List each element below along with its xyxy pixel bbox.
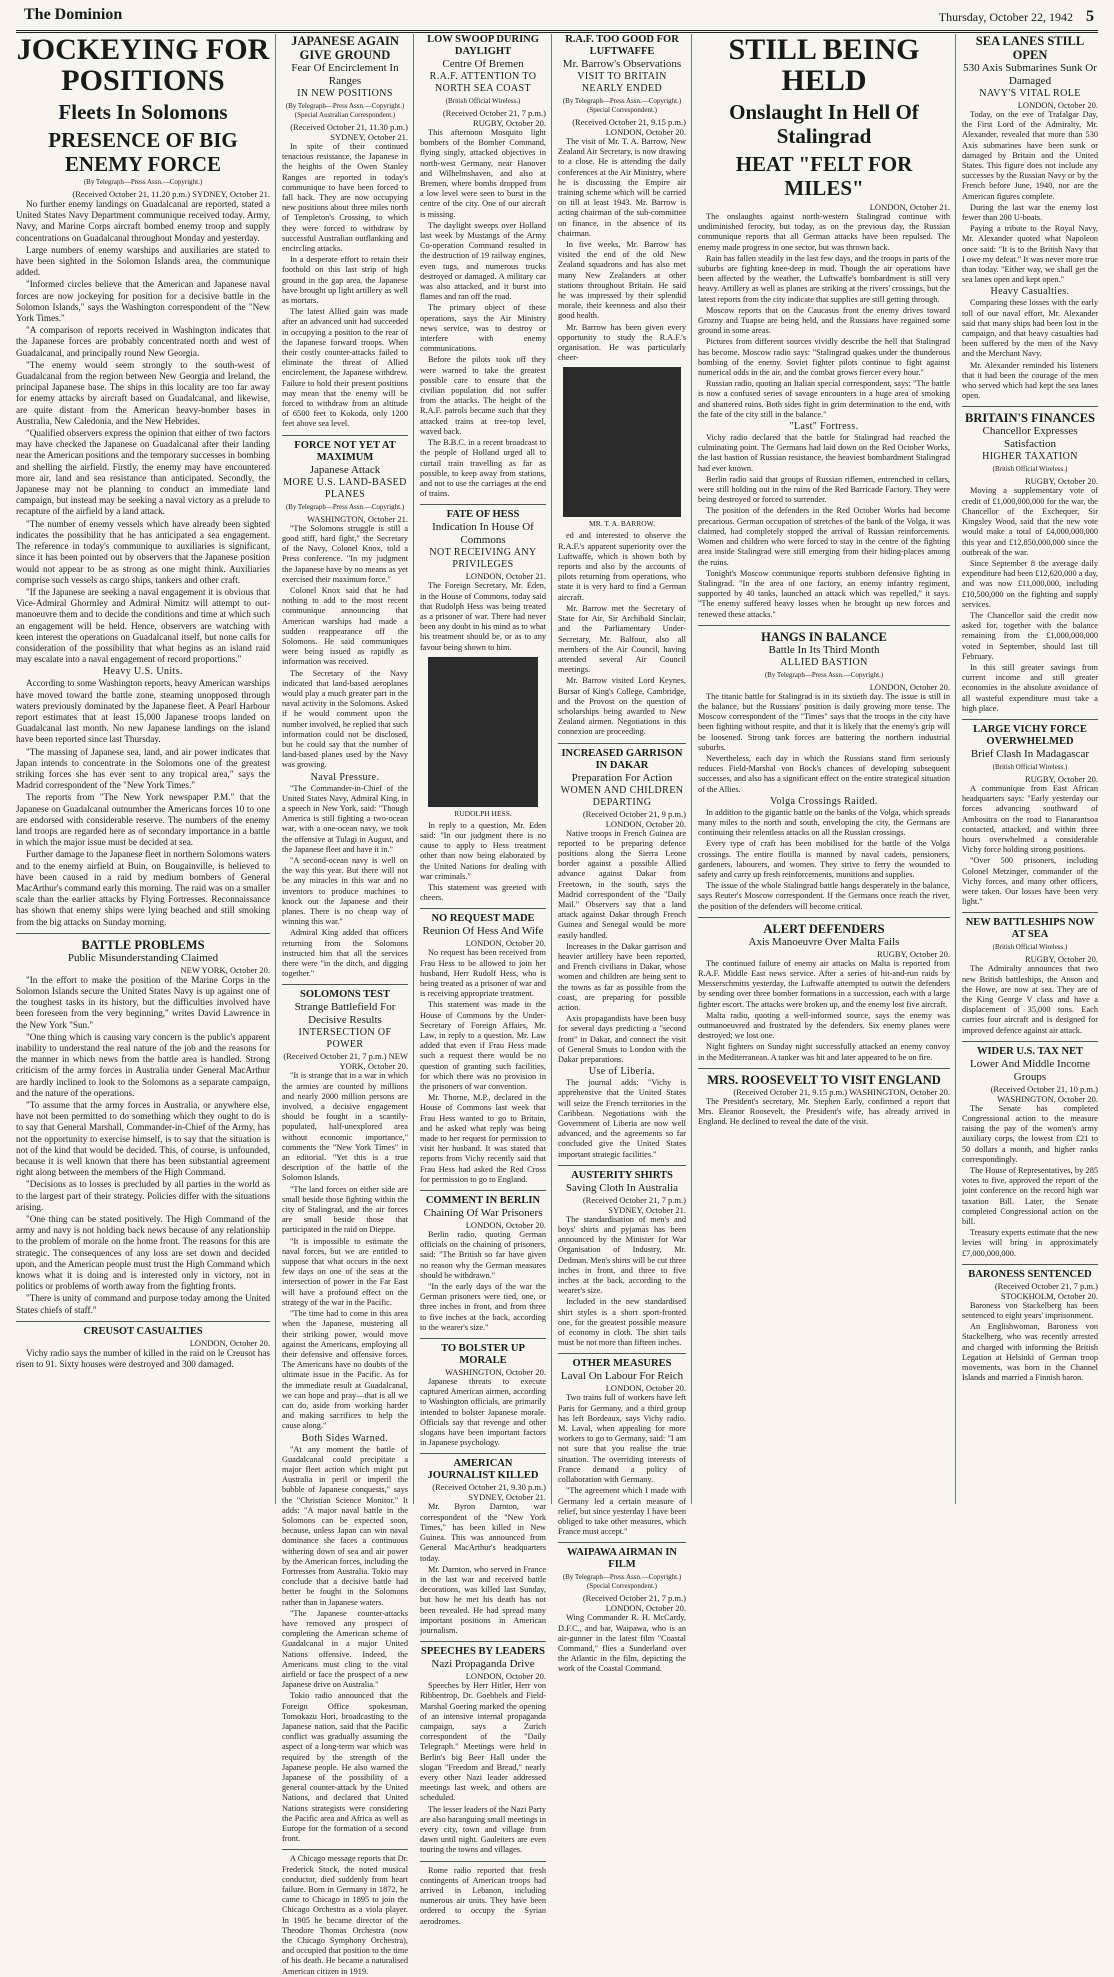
article-paragraph: Mr. Barrow met the Secretary of State for Air, Sir Archibald Sinclair, and the Parliamentary Under-Secretary, Mr. Balfour, also all members of the Air Council, having attended several Air Council meetings.	[558, 603, 686, 675]
article-subhead: Chaining Of War Prisoners	[423, 1207, 543, 1220]
headline: STILL BEING HELD	[728, 33, 920, 97]
article-paragraph: Mr. Alexander reminded his listeners that it had been the courage of the men who served which had kept the sea lanes open.	[962, 360, 1098, 401]
article-deck: MORE U.S. LAND-BASED PLANES	[283, 476, 407, 500]
article-paragraph: "Decisions as to losses is precluded by all parties in the world as to the largest part of their strategy. Policies differ with the situations arising.	[16, 1179, 270, 1212]
article-headline: WIDER U.S. TAX NET	[976, 1045, 1084, 1057]
article-paragraph: Treasury experts estimate that the new levies will bring in approximately £7,000,000,000.	[962, 1228, 1098, 1258]
article-headline: HANGS IN BALANCE	[761, 629, 887, 644]
article-paragraph: In addition to the gigantic battle on the banks of the Volga, which spreads many miles to the north and south, enveloping the city, the Germans are continuing their relentless attacks on all the Russian crossings.	[698, 807, 950, 838]
article-paragraph: In five weeks, Mr. Barrow has visited the end of the old New Zealand squadrons and has also met many New Zealanders at other stations throughout Britain. He said he was impressed by their splendid morale, their keenness and also their good health.	[558, 240, 686, 321]
article-deck: INTERSECTION OF POWER	[298, 1027, 392, 1051]
article-paragraph: Mr. Thorne, M.P., declared in the House of Commons last week that Frau Hess wanted to go to Britain, and he asked what reply was being made to her request for permission to visit her husband. It was stated that reports from Vichy recently said that Frau Hess had asked the Red Cross for permission to go to England.	[420, 1093, 546, 1184]
article-headline: SOLOMONS TEST	[300, 989, 390, 1001]
article-divider	[558, 1165, 686, 1166]
dateline: (Received October 21, 7 p.m.) NEW YORK, October 20.	[283, 1051, 408, 1072]
article-divider	[16, 1321, 270, 1322]
article-paragraph: "If the Japanese are seeking a naval engagement it is obvious that Vice-Admiral Ghormley and Admiral Nimitz will attempt to out-manoeuvre them and to decide the conditions and time at which such an engagement will be held. Hence, observers are watching with keen interest the operations on Guadalcanal itself, but none calls for consideration of the possibility that what begins as an island raid may escalate into a naval engagement of record proportions."	[16, 586, 270, 665]
article-paragraph: The daylight sweeps over Holland last week by Mustangs of the Army Co-operation Command resulted in the destruction of 19 railway engines, even tugs, and numerous trucks destroyed or damaged. A military car was also attacked, and it burst into flames and ran off the road.	[420, 220, 546, 302]
article-paragraph: "The Japanese counter-attacks have removed any prospect of completing the American scheme of Guadalcanal in a major United Nations offensive. Indeed, the Americans must cling to the vital airfield or face the prospect of a new Japanese drive on Australia."	[282, 1608, 408, 1690]
article-paragraph: In reply to a question, Mr. Eden said: "In our judgment there is no cause to apply to Hess treatment other than now being elaborated by the United Nations for dealing with war criminals."	[420, 820, 546, 881]
article-paragraph: The issue of the whole Stalingrad battle hangs desperately in the balance, says Reuter's Moscow correspondent. If the Germans once reach the river, the position of the defenders will become critical.	[698, 881, 950, 911]
credit-line: (British Official Wireless.)	[992, 465, 1068, 474]
article-paragraph: No request has been received from Frau Hess to be allowed to join her husband, Herr Rudolf Hess, who is being treated as a prisoner of war and is receiving appropriate treatment.	[420, 948, 546, 999]
article-paragraph: Berlin radio, quoting German officials on the chaining of prisoners, said: "The British so far have given no reason why the German measures should be withdrawn."	[420, 1230, 546, 1280]
dateline: (Received October 21, 7 p.m.) RUGBY, October 20.	[442, 108, 546, 128]
article-paragraph: Nevertheless, each day in which the Russians stand firm seriously reduces Field-Marshal von Bock's chances of developing subsequent successes, and also has a significant effect on the entire strategical situation of the Allies.	[698, 753, 950, 794]
article-paragraph: Tonight's Moscow communique reports stubborn defensive fighting in Stalingrad. "In the area of one factory, an enemy infantry regiment, supported by 40 tanks, launched an attack which was repelled," it says. "The enemy suffered heavy losses when he brought up new forces and renewed these attacks."	[698, 568, 950, 619]
article-paragraph: Large numbers of enemy warships and auxiliaries are stated to have been sighted in the Solomon Islands area, the communique added.	[16, 244, 270, 278]
page-number: 5	[1086, 8, 1094, 25]
article-paragraph: The B.B.C. in a recent broadcast to the people of Holland urged all to curtail train travelling as far as possible, to keep away from stations, and not to use the carriages at the end of trains.	[420, 438, 546, 499]
article-divider	[282, 984, 408, 985]
article-divider	[282, 435, 408, 436]
photo-caption: MR. T. A. BARROW.	[589, 519, 655, 529]
article-headline: OTHER MEASURES	[572, 1358, 672, 1370]
article-divider	[558, 743, 686, 744]
article-paragraph: The primary object of these operations, says the Air Ministry news service, was to destroy or interfere with enemy communications.	[420, 303, 546, 354]
article-deck: Volga Crossings Raided.	[770, 795, 878, 807]
article-headline: WAIPAWA AIRMAN IN FILM	[566, 1547, 678, 1571]
portrait-photo	[563, 367, 681, 517]
dateline: RUGBY, October 20.	[1024, 954, 1098, 965]
article-paragraph: This statement was greeted with cheers.	[420, 882, 546, 903]
article-headline: R.A.F. TOO GOOD FOR LUFTWAFFE	[565, 34, 679, 57]
credit-line: (British Official Wireless.)	[992, 762, 1068, 771]
dateline: (Received October 21, 7 p.m.) STOCKHOLM, October 20.	[994, 1280, 1098, 1301]
article-paragraph: Vichy radio says the number of killed in the raid on le Creusot has risen to 91. Sixty houses were destroyed and 300 damaged.	[16, 1347, 270, 1370]
article-deck: IN NEW POSITIONS	[297, 88, 393, 99]
article-paragraph: Admiral King added that officers returning from the Solomons instructed him that all the services there were "in the ditch, and digging together."	[282, 928, 408, 979]
article-paragraph: "The Solomons struggle is still a good stiff, hard fight," the Secretary of the Navy, Colonel Knox, told a Press conference. "In my judgment the Japanese have by no means as yet exercised their maximum force."	[282, 523, 408, 584]
article-paragraph: "Over 500 prisoners, including Colonel Metzinger, commander of the Vichy forces, and many other officers, were taken. Our losses have been very light."	[962, 856, 1098, 907]
article-paragraph: Paying a tribute to the Royal Navy, Mr. Alexander quoted what Napoleon once said: "It is to the British Navy that I owe my defeat." It was never more true than today. "Either way, we shall get the sea lanes open and kept open."	[962, 224, 1098, 285]
article-headline: TO BOLSTER UP MORALE	[441, 1343, 525, 1367]
article-divider	[420, 1861, 546, 1862]
article-paragraph: Colonel Knox said that he had nothing to add to the most recent communique announcing that American warships had made a sudden reappearance off the Solomons. He said communiques were being issued as rapidly as information was received.	[282, 585, 408, 667]
credit-line: (British Official Wireless.)	[445, 97, 521, 105]
article-subhead: Centre Of Bremen	[442, 58, 524, 70]
article-paragraph: The standardisation of men's and boys' shirts and pyjamas has been announced by the Minister for War Organisation of Industry, Mr. Dedman. Men's shirts will be cut three inches in front, and three to five inches at the back, according to the wearer's size.	[558, 1214, 686, 1296]
article-paragraph: Tokio radio announced that the Foreign Office spokesman, Tomokazu Hori, broadcasting to the Japanese nation, said that the Pacific conflict was gradually assuming the aspect of a long-term war which was required by the strength of the Japanese people. He also warned the Japanese of the possibility of a general counter-attack by the United Nations, and declared that United Nations strategists were considering the Pacific area and Africa as well as Europe for the formation of a second front.	[282, 1691, 408, 1844]
article-paragraph: The Admiralty announces that two new British battleships, the Anson and the Howe, are now at sea. They are of the King George V class and have a displacement of 35,000 tons. Each carries four aircraft and is designed for improved defence against air attack.	[962, 964, 1098, 1035]
article-paragraph: An Englishwoman, Baroness von Stackelberg, who was recently arrested and charged with informing the British Legation at Helsinki of German troop movements, was born in the Channel Islands and married a Finnish baron.	[962, 1322, 1098, 1383]
article-paragraph: The Chancellor said the credit now asked for, together with the balance remaining from the £1,000,000,000 voted in September, should last till February.	[962, 610, 1098, 661]
article-paragraph: Moving a supplementary vote of credit of £1,000,000,000 for the war, the Chancellor of the Exchequer, Sir Kingsley Wood, said that the new vote would make a total of £4,000,000,000 this year and £12,850,000,000 since the outbreak of the war.	[962, 486, 1098, 557]
article-divider	[962, 1264, 1098, 1265]
article-headline: CREUSOT CASUALTIES	[83, 1325, 203, 1337]
article-paragraph: Increases in the Dakar garrison and heavier artillery have been reported, and French civilians in Dakar, whose women and children are being sent to the towns as far as possible from the coast, are preparing for possible action.	[558, 941, 686, 1012]
article-subhead: Nazi Propaganda Drive	[431, 1658, 535, 1671]
article-paragraph: In a desperate effort to retain their foothold on this last strip of high ground in the gap area, the Japanese have brought up light artillery as well as mortars.	[282, 255, 408, 306]
column-2	[282, 34, 414, 1976]
article-paragraph: "One thing can be stated positively. The High Command of the army and navy is not holding back news because of any relationship to the problem of morale on the home front. The reasons for this are strategic. The consequences of any loss are set down and decided upon, and the American people must trust the High Command which knows what it is doing and is interested only in victory, not in politics or problems of worth away from the fighting fronts.	[16, 1214, 270, 1292]
article-paragraph: "Qualified observers express the opinion that either of two factors may have checked the Japanese on Guadalcanal after their landing near the American positions and the temporary successes in bombing and shelling the airfield. Firstly, the enemy may have encountered more air, land and sea resistance than anticipated. Secondly, the Japanese may not be planning to conduct an immediate land campaign, but instead may be seeking a naval victory as a prelude to recapture of the airfield by a land attack.	[16, 428, 270, 517]
article-paragraph: "The Commander-in-Chief of the United States Navy, Admiral King, in a speech in New York, said: "Though America is still fighting a two-ocean war, with a one-ocean navy, we took the offensive at Tulagi in August, and the Japanese fleet and have it in."	[282, 783, 408, 854]
article-subhead: 530 Axis Submarines Sunk Or Damaged	[963, 62, 1097, 87]
article-subhead: Saving Cloth In Australia	[565, 1181, 679, 1194]
article-paragraph: This afternoon Mosquito light bombers of the Bomber Command, flying singly, attacked objectives in north-west Germany, near Hanover and Wilhelmshaven, and also at Bremen, where bombs dropped from a low level were seen to burst in the centre of the city. One of our aircraft is missing.	[420, 128, 546, 219]
article-paragraph: Russian radio, quoting an Italian special correspondent, says: "The battle is now a confused series of savage encounters in a huge area of smoking and shattered ruins. Both sides fight in grim determination to the end, with the fate of the city still in the balance."	[698, 379, 950, 419]
article-paragraph: Berlin radio said that groups of Russian riflemen, entrenched in cellars, were still holding out in the ruins of the Red Barricade Factory. They were being destroyed or forced to surrender.	[698, 474, 950, 505]
article-paragraph: According to some Washington reports, heavy American warships have moved toward the battle zone, steaming unopposed through waters previously dominated by the Japanese fleet. A Pearl Harbour report estimates that at least 15,000 Japanese troops landed on Guadalcanal last month. No new Japanese landings on the island have been reported since last Thursday.	[16, 678, 270, 745]
article-paragraph: Comparing these losses with the early toll of our naval effort, Mr. Alexander said that many ships had been lost in the campaign, and that heavy casualties had been suffered by the men of the Navy and the Merchant Navy.	[962, 298, 1098, 359]
article-divider	[558, 1542, 686, 1543]
article-headline: SEA LANES STILL OPEN	[975, 34, 1085, 62]
portrait-photo	[428, 657, 538, 807]
article-subhead: Battle In Its Third Month	[768, 643, 880, 656]
credit-line: (By Telegraph—Press Assn.—Copyright.) (Special Australian Correspondent.)	[285, 102, 405, 119]
credit-line: (By Telegraph—Press Assn.—Copyright.)	[764, 670, 884, 679]
article-subhead: Fear Of Encirclement In Ranges	[291, 62, 399, 87]
article-paragraph: In this still greater savings from current income and still greater economies in the absolute avoidance of all wasteful expenditure must take a high place.	[962, 662, 1098, 713]
article-paragraph: The lesser leaders of the Nazi Party are also haranguing small meetings in every city, town and village from dawn until night. Gauleiters are even touring the towns and villages.	[420, 1804, 546, 1855]
dateline: LONDON, October 20.	[189, 1337, 270, 1348]
article-paragraph: "It is strange that in a war in which the armies are counted by millions and nearly 2000 million persons are involved, a decisive engagement should be fought in a scantily-populated, half-unexplored area without economic importance," comments the "New York Times" in an editorial. "Yet this is a true description of the battle of the Solomon Islands.	[282, 1071, 408, 1183]
article-subhead: Strange Battlefield For Decisive Results	[294, 1001, 396, 1027]
article-subhead: Laval On Labour For Reich	[560, 1370, 684, 1383]
article-deck: VISIT TO BRITAIN NEARLY ENDED	[577, 71, 667, 94]
article-subhead: Japanese Attack	[309, 463, 381, 476]
dateline: RUGBY, October 20.	[876, 948, 950, 959]
article-headline: COMMENT IN BERLIN	[425, 1195, 541, 1207]
article-deck: NOT RECEIVING ANY PRIVILEGES	[429, 547, 537, 571]
article-deck: R.A.F. ATTENTION TO NORTH SEA COAST	[429, 71, 537, 94]
article-deck: WOMEN AND CHILDREN DEPARTING	[560, 784, 684, 808]
article-paragraph: The visit of Mr. T. A. Barrow, New Zealand Air Secretary, is now drawing to a close. He is attending the daily conferences at the Air Ministry, where he is discussing the Empire air training scheme which will be carried on till at least 1943. Mr. Barrow is acting chairman of the sub-committee on finance, in the absence of its chairman.	[558, 137, 686, 238]
article-divider	[962, 1041, 1098, 1042]
dateline: LONDON, October 20.	[605, 1383, 686, 1394]
article-headline: ALERT DEFENDERS	[763, 921, 885, 936]
article-divider	[962, 912, 1098, 913]
article-subhead: Indication In House Of Commons	[432, 521, 534, 547]
article-paragraph: The journal adds: "Vichy is apprehensive that the United States will seize the French territories in the Caribbean. Negotiations with the Government of Liberia are now well advanced, and the agreements so far concluded give the United States important strategic facilities."	[558, 1078, 686, 1159]
article-subhead: Reunion Of Hess And Wife	[422, 925, 544, 938]
column-6	[698, 34, 956, 1504]
column-1	[16, 34, 276, 1504]
article-deck: Naval Pressure.	[310, 771, 380, 783]
article-divider	[420, 504, 546, 505]
credit-line: (British Official Wireless.)	[992, 943, 1068, 952]
article-divider	[420, 1338, 546, 1339]
article-deck: Use of Liberia.	[588, 1066, 656, 1078]
article-headline: BRITAIN'S FINANCES	[964, 411, 1095, 426]
headline: JOCKEYING FOR POSITIONS	[16, 33, 270, 97]
subheadline: PRESENCE OF BIG ENEMY FORCE	[48, 128, 238, 176]
article-headline: SPEECHES BY LEADERS	[421, 1646, 545, 1658]
article-deck: "Last" Fortress.	[789, 421, 859, 433]
article-headline: FATE OF HESS	[446, 509, 520, 521]
dateline: NEW YORK, October 20.	[180, 964, 270, 975]
article-paragraph: Mr. Barrow visited Lord Keynes, Bursar of King's College, Cambridge, and the Provost on the question of scholarships being awarded to New Zealand airmen. Negotiations in this connexion are proceeding.	[558, 676, 686, 737]
article-headline: JAPANESE AGAIN GIVE GROUND	[291, 34, 399, 62]
article-paragraph: Axis propagandists have been busy for several days predicting a "second front" in Dakar, and connect the visit of General Smuts to London with the Dakar preparations.	[558, 1014, 686, 1064]
article-paragraph: "A second-ocean navy is well on the way this year. But there will not be any miracles in this war and no inventors to produce machines to knock out the Japanese and their planes. There is no cheap way of winning this war."	[282, 855, 408, 927]
article-deck: ALLIED BASTION	[780, 656, 868, 668]
article-headline: AMERICAN JOURNALIST KILLED	[427, 1458, 539, 1482]
article-paragraph: Rome radio reported that fresh contingents of American troops had arrived in Lebanon, including numerous air units. They have been ordered to occupy the Syrian aerodromes.	[420, 1865, 546, 1926]
article-paragraph: "To assume that the army forces in Australia, or anywhere else, have not been permitted to do something which they ought to do is to say that General Marshall, Commander-in-Chief of the Army, has not the opportunity to exercise himself, is to say that the situation is not of the kind that would be decided. This, of course, is unfounded, because it is well known that there has been substantial agreement right along between the members of the High Command.	[16, 1100, 270, 1178]
dateline: (Received October 21, 11.30 p.m.) SYDNEY, October 21.	[290, 122, 408, 142]
article-headline: BARONESS SENTENCED	[968, 1268, 1092, 1280]
article-paragraph: The position of the defenders in the Red October Works had become precarious. German occupation of stretches of the bank of the Volga, it was claimed, had completely stopped the arrival of Russian reinforcements. Women and children who were forced to stay in the centre of the fighting area inside Stalingrad were still emerging from their hiding-places among the ruins.	[698, 506, 950, 567]
article-paragraph: Since September 8 the average daily expenditure had been £12,620,000 a day, and was now £11,000,000, including £10,500,000 on the fighting and supply services.	[962, 558, 1098, 609]
article-paragraph: Mr. Darnton, who served in France in the last war and received battle decorations, was killed last Sunday, but how he met his death has not been revealed. He had spread many important positions in American journalism.	[420, 1564, 546, 1635]
masthead	[16, 4, 1098, 33]
article-paragraph: A communique from East African headquarters says: "Early yesterday our forces advancing southward of Ambositra on the road to Fianarantsoa contacted, attacked, and within three hours overwhelmed a considerable Vichy force holding strong positions.	[962, 783, 1098, 855]
dateline: (Received October 21, 9.15 p.m.) LONDON, October 20.	[572, 117, 686, 137]
dateline: LONDON, October 20.	[1017, 100, 1098, 110]
masthead-date-page	[939, 8, 1094, 26]
dateline: WASHINGTON, October 21.	[307, 513, 408, 524]
article-paragraph: The Secretary of the Navy indicated that land-based aeroplanes would play a much greater part in the naval activity in the Solomons. Asked if he would comment upon the number involved, he replied that such information could not be disclosed, but he could say that the number of land-based planes used by the Navy was growing.	[282, 668, 408, 770]
article-paragraph: Two trains full of workers have left Paris for Germany, and a third group has left Bordeaux, says Vichy radio. M. Laval, when appealing for more workers to go to Germany, said: "I am not sure that you realise the true situation. The overriding interests of France demand a policy of collaboration with Germany.	[558, 1393, 686, 1485]
article-paragraph: "At any moment the battle of Guadalcanal could precipitate a major fleet action which might put Australia in peril or imperil the bubble of Japanese conquests," says the "Christian Science Monitor." It adds: "A major naval battle in the Solomons can be expected soon, because, unless Japan can win naval dominance she faces a continuous withering down of sea and air power by the American forces, including the Fortresses from Australia. Tokio may conclude that a decisive battle had better be fought in the Solomons rather than in Japanese waters.	[282, 1444, 408, 1607]
article-paragraph: "The land forces on either side are small beside those fighting within the city of Stalingrad, and the air forces are small beside those that participated in the raid on Dieppe.	[282, 1184, 408, 1235]
article-divider	[558, 1353, 686, 1354]
article-paragraph: "The enemy would seem strongly to the south-west of Guadalcanal from the region between New Georgia and Ireland, the principal Japanese base. The ships in this locality are too far away for enemy attacks by aircraft based on Guadalcanal, and likewise, are quite distant from the American heavy-bomber bases in Australia, New Caledonia, and the New Hebrides.	[16, 359, 270, 426]
credit-line: (By Telegraph—Press Assn.—Copyright.)	[285, 502, 405, 511]
article-paragraph: Moscow reports that on the Caucasus front the enemy drives toward Grozny and Tuapse are being held, and the Russians have regained some ground in some areas.	[698, 305, 950, 336]
article-subhead: Mr. Barrow's Observations	[562, 58, 682, 70]
article-paragraph: The President's secretary, Mr. Stephen Early, confirmed a report that Mrs. Eleanor Roosevelt, the President's wife, has already arrived in England. He declined to reveal the date of the visit.	[698, 1096, 950, 1127]
article-divider	[962, 406, 1098, 407]
credit-line: (By Telegraph—Press Assn.—Copyright.) (Special Correspondent.)	[562, 1573, 682, 1591]
article-headline: NEW BATTLESHIPS NOW AT SEA	[965, 917, 1095, 941]
article-headline: AUSTERITY SHIRTS	[571, 1169, 673, 1181]
article-paragraph: This statement was made in the House of Commons by the Under-Secretary of Foreign Affairs, Mr. Law, in reply to a question. Mr. Law added that even if Frau Hess made such a request there would be no question of granting such facilities, for which there was no provision in the prisoners of war convention.	[420, 1000, 546, 1091]
article-paragraph: Night fighters on Sunday night successfully attacked an enemy convoy in the Mediterranean. A tanker was hit and later appeared to be on fire.	[698, 1042, 950, 1062]
dateline: LONDON, October 20.	[465, 1671, 546, 1682]
article-paragraph: Mr. Barrow has been given every opportunity to study the R.A.F.'s organisation. He was particularly cheer-	[558, 322, 686, 363]
article-paragraph: "The agreement which I made with Germany led a certain measure of relief, but since yesterday I have been obliged to take other measures, which France must accept."	[558, 1486, 686, 1537]
article-paragraph: In spite of their continued tenacious resistance, the Japanese in the heights of the Owen Stanley Ranges are reported in today's communique to have been forced to fall back. They are now occupying new positions about three miles north of Templeton's Crossing, to which they were forced to withdraw by successful Australian outflanking and encircling attacks.	[282, 142, 408, 254]
article-headline: LARGE VICHY FORCE OVERWHELMED	[973, 723, 1087, 747]
dateline: (Received October 21, 7 p.m.) LONDON, October 20.	[582, 1593, 686, 1614]
article-headline: FORCE NOT YET AT MAXIMUM	[294, 439, 396, 463]
dateline: RUGBY, October 20.	[1024, 476, 1098, 487]
article-headline: MRS. ROOSEVELT TO VISIT ENGLAND	[707, 1072, 941, 1087]
article-paragraph: The titanic battle for Stalingrad is in its sixtieth day. The issue is still in the balance, but the Russians' position is daily growing more tense. The Moscow correspondent of the "Times" says that the troops in the city have been fighting without respite, and that it is likely that the enemy's grip will be loosened. Strong tank forces are battering the northern industrial suburbs.	[698, 691, 950, 752]
article-divider	[16, 933, 270, 934]
article-paragraph: "One thing which is causing vary concern is the public's apparent inability to understand the real nature of the job and the reasons for the manner in which news from the battle area is handled. Strong criticism of the army forces in Australia under General MacArthur are hardly inclined to look to the Solomons as a separate campaign, and the nature of the operations.	[16, 1031, 270, 1098]
article-paragraph: The onslaughts against north-western Stalingrad continue with undiminished ferocity, but today, as on the previous day, the Russian communique reports that all German attacks have been repulsed. The enemy made progress in one sector, but was thrown back.	[698, 212, 950, 252]
article-divider	[420, 1190, 546, 1191]
article-paragraph: Native troops in French Guinea are reported to be preparing defence positions along the Sierra Leone border against a possible Allied advance against Dakar from Freetown, in the south, says the Madrid correspondent of the "Daily Mail." Observers say that a land attack against Dakar through French Guinea and Senegal would be more easily handled.	[558, 828, 686, 940]
article-deck: Heavy Casualties.	[990, 286, 1070, 298]
article-paragraph: Mr. Byron Darnton, war correspondent of the "New York Times," has been killed in New Guinea. This was announced from General MacArthur's headquarters today.	[420, 1502, 546, 1563]
article-paragraph: "In the effort to make the position of the Marine Corps in the Solomon Islands secure the United States Navy is up against one of the toughest tasks in its history, but the difficulties involved have been foreseen from the very beginning," writes David Lawrence in the New York "Sun."	[16, 974, 270, 1030]
article-paragraph: "In the early days of the war the German prisoners were tied, one, or three inches in front, and from three to five inches at the back, according to the wearer's size."	[420, 1282, 546, 1332]
subheadline: Onslaught In Hell Of Stalingrad	[729, 100, 919, 148]
article-subhead: Brief Clash In Madagascar	[970, 747, 1090, 760]
article-paragraph: Speeches by Herr Hitler, Herr von Ribbentrop, Dr. Goebbels and Field-Marshal Goering marked the opening of an intensive internal propaganda campaign, says a Zurich correspondent of the "Daily Telegraph." Meetings were held in Berlin's big Beer Hall under the slogan "Freedom and Bread," nearly every other Nazi leader addressed meetings last week, and others are scheduled.	[420, 1681, 546, 1803]
article-paragraph: Before the pilots took off they were warned to take the greatest possible care to ensure that the civilian population did not suffer from the attacks. The height of the R.A.F. patrols became such that they attacked trains at tree-top level, waved back.	[420, 355, 546, 436]
article-paragraph: The Senate has completed Congressional action to the measure raising the pay of the women's army auxiliary corps, the lowest from £21 to 50 dollars a month, and higher ranks correspondingly.	[962, 1103, 1098, 1164]
article-paragraph: Malta radio, quoting a well-informed source, says the enemy was outmanoeuvred and frustrated by the defenders. Six enemy planes were destroyed; we lost one.	[698, 1010, 950, 1041]
dateline: LONDON, October 21.	[869, 202, 950, 212]
article-paragraph: The latest Allied gain was made after an advanced unit had succeeded in occupying a position to the rear of the Japanese forward troops. When their costly counter-attacks failed to eliminate the threat of Allied encirclement, the Japanese withdrew. Failure to hold their present positions may mean that the enemy will be forced to withdraw from an altitude of 6500 feet to Kokoda, only 1200 feet above sea level.	[282, 307, 408, 429]
article-paragraph: The reports from "The New York newspaper P.M." that the Japanese on Guadalcanal outnumber the Americans forces 10 to one are endorsed with considerable reserve. The numbers of the enemy land troops are regarded here as of secondary importance in a battle in which the major issue must be decided at sea.	[16, 792, 270, 848]
article-paragraph: The continued failure of enemy air attacks on Malta is reported from R.A.F. Middle East news service. After a series of hit-and-run raids by Messerschmitts yesterday, the Luftwaffe attempted to outwit the defenders by sending over three bomber formations in a succession, each with a large fighter escort. The attacks were broken up, and the enemy lost five aircraft.	[698, 958, 950, 1009]
article-subhead: Lower And Middle Income Groups	[969, 1057, 1091, 1083]
article-divider	[420, 1453, 546, 1454]
dateline: WASHINGTON, October 20.	[445, 1367, 546, 1378]
article-divider	[698, 625, 950, 626]
masthead-date: Thursday, October 22, 1942	[938, 10, 1073, 24]
dateline: LONDON, October 20.	[869, 681, 950, 692]
photo-caption: RUDOLPH HESS.	[454, 808, 512, 818]
article-paragraph: During the last war the enemy lost fewer than 200 U-boats.	[962, 202, 1098, 223]
subheadline: HEAT "FELT FOR MILES"	[735, 152, 913, 200]
article-deck: Heavy U.S. Units.	[103, 666, 183, 678]
article-paragraph: Every type of craft has been mobilised for the battle of the Volga crossings. The entire flotilla is manned by naval cadets, pensioners, gardeners, labourers, and women. They strive to ferry the wounded to safety and carry up fresh reinforcements, munitions and supplies.	[698, 839, 950, 879]
article-paragraph: "There is unity of command and purpose today among the United States chiefs of staff."	[16, 1293, 270, 1315]
article-paragraph: "The number of enemy vessels which have already been sighted indicates the possibility that he has anticipated a sea engagement. The reference in today's communique to auxiliaries is significant, since it has been pointed out by observers that the Japanese position would not appear to be as strong as one might think. Auxiliaries comprise such vessels as cargo ships, tankers and other craft.	[16, 518, 270, 585]
article-paragraph: "The time had to come in this area when the Japanese, mustering all their striking power, would move against the Americans, employing all their defensive and offensive forces. The Americans have no doubts of the ultimate issue in the Pacific. As for the immediate result at Guadalcanal, we can hope and pray—that is all we can do, aside from working harder and making sacrifices to help the cause along."	[282, 1309, 408, 1431]
article-paragraph: "Informed circles believe that the American and Japanese naval forces are now jockeying for position for a decisive battle in the Solomon Islands," says the Washington correspondent of the "New York Times."	[16, 279, 270, 324]
article-headline: LOW SWOOP DURING DAYLIGHT	[427, 34, 539, 57]
column-7	[962, 34, 1098, 1504]
credit-line: (By Telegraph—Press Assn.—Copyright.)	[83, 178, 203, 186]
dateline: (Received October 21, 11.20 p.m.) SYDNEY, October 21.	[72, 189, 270, 199]
article-subhead: Public Misunderstanding Claimed	[67, 951, 219, 964]
article-divider	[420, 1641, 546, 1642]
dateline: (Received October 21, 9.15 p.m.) WASHINGTON, October 20.	[733, 1086, 950, 1097]
article-deck: NAVY'S VITAL ROLE	[979, 88, 1081, 99]
article-subhead: Axis Manoeuvre Over Malta Fails	[748, 935, 900, 948]
article-paragraph: The House of Representatives, by 285 votes to five, approved the report of the joint conference on the record high war taxation Bill. Later, the Senate completed Congressional action on the bill.	[962, 1166, 1098, 1227]
article-deck: HIGHER TAXATION	[982, 451, 1078, 463]
article-divider	[698, 917, 950, 918]
article-paragraph: Japanese threats to execute captured American airmen, according to Washington officials, are primarily intended to bolster Japanese morale. Officials say that revenge and other slogans have been important factors in Japanese psychology.	[420, 1377, 546, 1448]
article-paragraph: "The massing of Japanese sea, land, and air power indicates that Japan intends to concentrate in the Solomons one of the greatest striking forces she has ever sent to any tropical area," says the Madrid correspondent of the "New York Times."	[16, 746, 270, 791]
article-paragraph: Included in the new standardised shirt styles is a short sport-fronted one, for the greatest possible measure of economy in cloth. The shirt tails must be not more than fifteen inches.	[558, 1297, 686, 1348]
dateline: (Received October 21, 9 p.m.) LONDON, October 20.	[582, 808, 686, 829]
article-divider	[420, 908, 546, 909]
article-paragraph: Pictures from different sources vividly describe the hell that Stalingrad has become. Moscow radio says: "Stalingrad quakes under the thunderous bombing of the enemy. Soviet fighter pilots continue to fight against numerical odds in the air, and the combat grows fiercer every hour."	[698, 337, 950, 378]
article-paragraph: "It is impossible to estimate the naval forces, but we are entitled to suppose that what occurs in the next few days on one of the seas at the intersection of power in the Far East will have a profound effect on the strategy of the war in the Pacific.	[282, 1236, 408, 1307]
article-paragraph: Vichy radio declared that the battle for Stalingrad had reached the culminating point. The Germans had laid down on the Red October Works, the last bastion of Russian resistance, the heaviest bombardment Stalingrad had ever known.	[698, 433, 950, 473]
dateline: LONDON, October 21.	[465, 571, 546, 582]
dateline: (Received October 21, 9.30 p.m.) SYDNEY, October 21.	[432, 1482, 546, 1503]
article-headline: NO REQUEST MADE	[431, 913, 535, 925]
article-paragraph: No further enemy landings on Guadalcanal are reported, stated a United States Navy Department communique received today. Army, Navy, and Marine Corps aircraft bombed enemy troop and supply concentrations on Guadalcanal throughout Monday and yesterday.	[16, 199, 270, 243]
dateline: (Received October 21, 10 p.m.) WASHINGTON, October 20.	[990, 1083, 1098, 1104]
dateline: (Received October 21, 7 p.m.) SYDNEY, October 21.	[582, 1194, 686, 1215]
subheadline: Fleets In Solomons	[58, 100, 228, 124]
article-paragraph: ed and interested to observe the R.A.F.'s apparent superiority over the Luftwaffe, which is shown both by reports and also by the accounts of pilots returning from operations, who state it is very hard to find a German aircraft.	[558, 531, 686, 602]
dateline: LONDON, October 20.	[465, 938, 546, 949]
article-headline: BATTLE PROBLEMS	[81, 937, 205, 952]
article-paragraph: The Foreign Secretary, Mr. Eden, in the House of Commons, today said that Rudolph Hess was being treated as a prisoner of war. There had never been any doubt in his mind as to what his treatment should be, or as to any favour being shown to him.	[420, 581, 546, 652]
dateline: LONDON, October 20.	[465, 1220, 546, 1231]
column-4	[420, 34, 552, 1926]
dateline: RUGBY, October 20.	[1024, 773, 1098, 784]
masthead-title: The Dominion	[24, 6, 123, 23]
article-paragraph: Today, on the eve of Trafalgar Day, the First Lord of the Admiralty, Mr. Alexander, revealed that more than 530 Axis submarines have been sunk or damaged by Britain and the United States. This figure does not include any successes by the Russian Navy or by the French before June, 1940, nor are the American figures complete.	[962, 110, 1098, 201]
article-subhead: Preparation For Action	[571, 771, 673, 784]
article-paragraph: Rain has fallen steadily in the last few days, and the troops in parts of the suburbs are fighting knee-deep in mud. Though the air operations have been affected by the weather, the Luftwaffe's bombardment is still very heavy. Artillery as well as planes are striking at the rivers' crossings, but the latest reports from the city indicate that supplies are still getting through.	[698, 253, 950, 304]
article-divider	[698, 1068, 950, 1069]
column-5	[558, 34, 692, 1674]
article-paragraph: Further damage to the Japanese fleet in northern Solomons waters and to the enemy airfield at Buin, on Bougainville, is believed to have been caused in a raid by medium bombers of General MacArthur's command early this morning. The raid was on a smaller scale than the earlier attacks by Flying Fortresses. Reconnaissance has shown that enemy ships were lying beached and still smoking from the big attacks on Sunday morning.	[16, 849, 270, 927]
article-divider	[962, 719, 1098, 720]
article-paragraph: Wing Commander R. H. McCardy, D.F.C., and bar, Waipawa, who is an air-gunner in the latest film "Coastal Command," flies a Sunderland over the Atlantic in the film, depicting the work of the Coastal Command.	[558, 1613, 686, 1674]
article-deck: Both Sides Warned.	[301, 1432, 389, 1444]
article-divider	[282, 1849, 408, 1850]
article-headline: INCREASED GARRISON IN DAKAR	[561, 747, 683, 771]
article-subhead: Chancellor Expresses Satisfaction	[982, 425, 1078, 451]
credit-line: (By Telegraph—Press Assn.—Copyright.) (Special Correspondent.)	[562, 97, 682, 114]
article-paragraph: "A comparison of reports received in Washington indicates that the Japanese forces are probably concentrated north and west of Guadalcanal, and principally round New Georgia.	[16, 325, 270, 358]
article-paragraph: Baroness von Stackelberg has been sentenced to eight years' imprisonment.	[962, 1300, 1098, 1321]
article-paragraph: A Chicago message reports that Dr. Frederick Stock, the noted musical conductor, died suddenly from heart failure. Born in Germany in 1872, he came to Chicago in 1895 to join the Chicago Orchestra as a viola player. In 1905 he became director of the Theodore Thomas Orchestra (now the Chicago Symphony Orchestra), and occupied that position to the time of his death. He became a naturalised American citizen in 1919.	[282, 1854, 408, 1976]
